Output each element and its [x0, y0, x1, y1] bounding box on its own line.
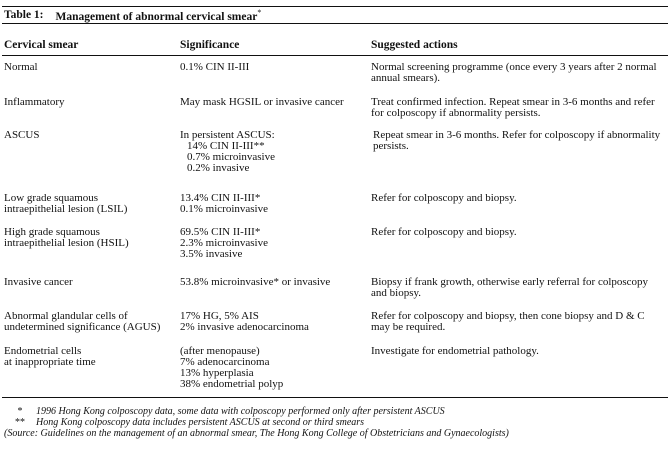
row-hsil-actions: Refer for colposcopy and biopsy. [371, 226, 517, 238]
header-cervical-smear: Cervical smear [4, 39, 79, 51]
header-suggested-actions: Suggested actions [371, 39, 458, 51]
table-title [56, 7, 262, 23]
row-invasive-smear: Invasive cancer [4, 276, 73, 288]
row-normal-significance: 0.1% CIN II-III [180, 61, 250, 73]
footnote-2-text: Hong Kong colposcopy data includes persistent ASCUS at second or third smears [36, 417, 365, 428]
table-source: (Source: Guidelines on the management of an abnormal smear, The Hong Kong College of Obstetricians and Gynaecologists) [4, 428, 509, 439]
row-ascus-smear: ASCUS [4, 129, 40, 141]
row-normal-smear: Normal [4, 61, 38, 73]
row-ascus-actions: Repeat smear in 3-6 months. Refer for colposcopy if abnormality persists. [373, 129, 661, 152]
footnote-1 [4, 406, 509, 417]
footnote-1-mark: * [17, 406, 23, 417]
table-bottom-divider [2, 397, 668, 398]
row-agus-significance: 17% HG, 5% AIS 2% invasive adenocarcinoma [180, 310, 309, 333]
row-inflammatory-actions: Treat confirmed infection. Repeat smear in 3-6 months and refer for colposcopy if abnormality persists. [371, 96, 655, 119]
row-inflammatory-smear: Inflammatory [4, 96, 65, 108]
row-invasive-significance: 53.8% microinvasive* or invasive [180, 276, 331, 288]
footnote-2-mark: ** [15, 417, 25, 428]
row-lsil-significance: 13.4% CIN II-III* 0.1% microinvasive [180, 192, 268, 215]
row-lsil-smear: Low grade squamous intraepithelial lesion (LSIL) [4, 192, 128, 215]
header-significance: Significance [180, 39, 240, 51]
footnote-1-text: 1996 Hong Kong colposcopy data, some data with colposcopy performed only after persistent ASCUS [36, 406, 445, 417]
row-normal-actions: Normal screening programme (once every 3 years after 2 normal annual smears). [371, 61, 657, 84]
table-title-mark: * [257, 8, 262, 18]
table-footnotes [4, 406, 509, 439]
row-inflammatory-significance: May mask HGSIL or invasive cancer [180, 96, 344, 108]
row-lsil-actions: Refer for colposcopy and biopsy. [371, 192, 517, 204]
row-ascus-significance: In persistent ASCUS: 14% CIN II-III** 0.7% microinvasive 0.2% invasive [180, 129, 275, 174]
row-hsil-significance: 69.5% CIN II-III* 2.3% microinvasive 3.5% invasive [180, 226, 268, 260]
row-endometrial-actions: Investigate for endometrial pathology. [371, 345, 539, 357]
table-title-text: Management of abnormal cervical smear [55, 10, 258, 23]
table-label: Table 1: [4, 8, 44, 21]
table-title-bar [2, 6, 668, 24]
row-agus-smear: Abnormal glandular cells of undetermined significance (AGUS) [4, 310, 161, 333]
row-endometrial-significance: (after menopause) 7% adenocarcinoma 13% hyperplasia 38% endometrial polyp [180, 345, 284, 390]
row-agus-actions: Refer for colposcopy and biopsy, then cone biopsy and D & C may be required. [371, 310, 645, 333]
row-invasive-actions: Biopsy if frank growth, otherwise early referral for colposcopy and biopsy. [371, 276, 649, 299]
row-hsil-smear: High grade squamous intraepithelial lesion (HSIL) [4, 226, 129, 249]
header-divider [2, 55, 668, 56]
row-endometrial-smear: Endometrial cells at inappropriate time [4, 345, 96, 368]
footnote-2 [4, 417, 509, 428]
